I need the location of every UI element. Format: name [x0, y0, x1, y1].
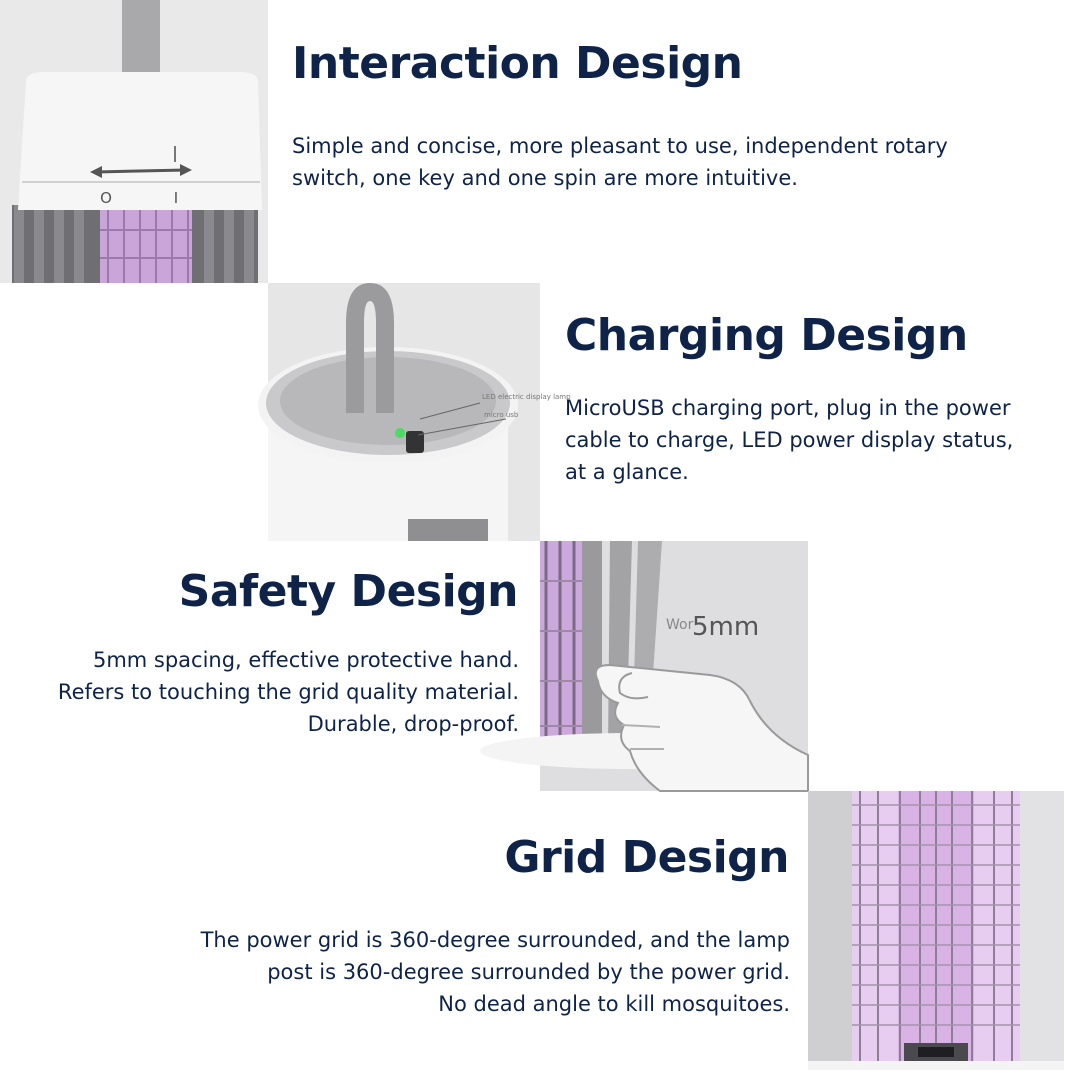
charging-design-description: [565, 392, 1065, 488]
switch-off-mark: O: [100, 189, 112, 207]
description-line: Refers to touching the grid quality material.: [57, 680, 519, 704]
interaction-switch-photo: [0, 0, 268, 283]
description-line: Simple and concise, more pleasant to use, independent rotary: [292, 134, 948, 158]
grid-closeup-photo: [808, 791, 1064, 1070]
charging-design-title: Charging Design: [565, 310, 968, 361]
description-line: switch, one key and one spin are more intuitive.: [292, 166, 798, 190]
description-line: The power grid is 360-degree surrounded, and the lamp: [200, 928, 790, 952]
micro-usb-label: micro usb: [484, 411, 519, 419]
grid-design-description: [90, 924, 790, 1020]
description-line: 5mm spacing, effective protective hand.: [92, 648, 519, 672]
switch-on-mark: I: [173, 189, 179, 207]
spacing-label: 5mm: [692, 612, 760, 642]
description-line: at a glance.: [565, 460, 689, 484]
description-line: Durable, drop-proof.: [307, 712, 519, 736]
grid-design-title: Grid Design: [504, 832, 789, 883]
description-line: post is 360-degree surrounded by the power grid.: [267, 960, 790, 984]
charging-port-photo: [268, 283, 571, 541]
interaction-design-description: [292, 130, 1052, 194]
description-line: No dead angle to kill mosquitoes.: [438, 992, 790, 1016]
description-line: cable to charge, LED power display status,: [565, 428, 1014, 452]
safety-design-description: [0, 644, 519, 740]
led-lamp-label: LED electric display lamp: [482, 393, 571, 401]
interaction-design-title: Interaction Design: [292, 38, 743, 89]
safety-design-title: Safety Design: [178, 566, 518, 617]
spacing-label-prefix: Wor: [666, 617, 694, 633]
description-line: MicroUSB charging port, plug in the power: [565, 396, 1011, 420]
safety-spacing-photo: [540, 541, 808, 791]
